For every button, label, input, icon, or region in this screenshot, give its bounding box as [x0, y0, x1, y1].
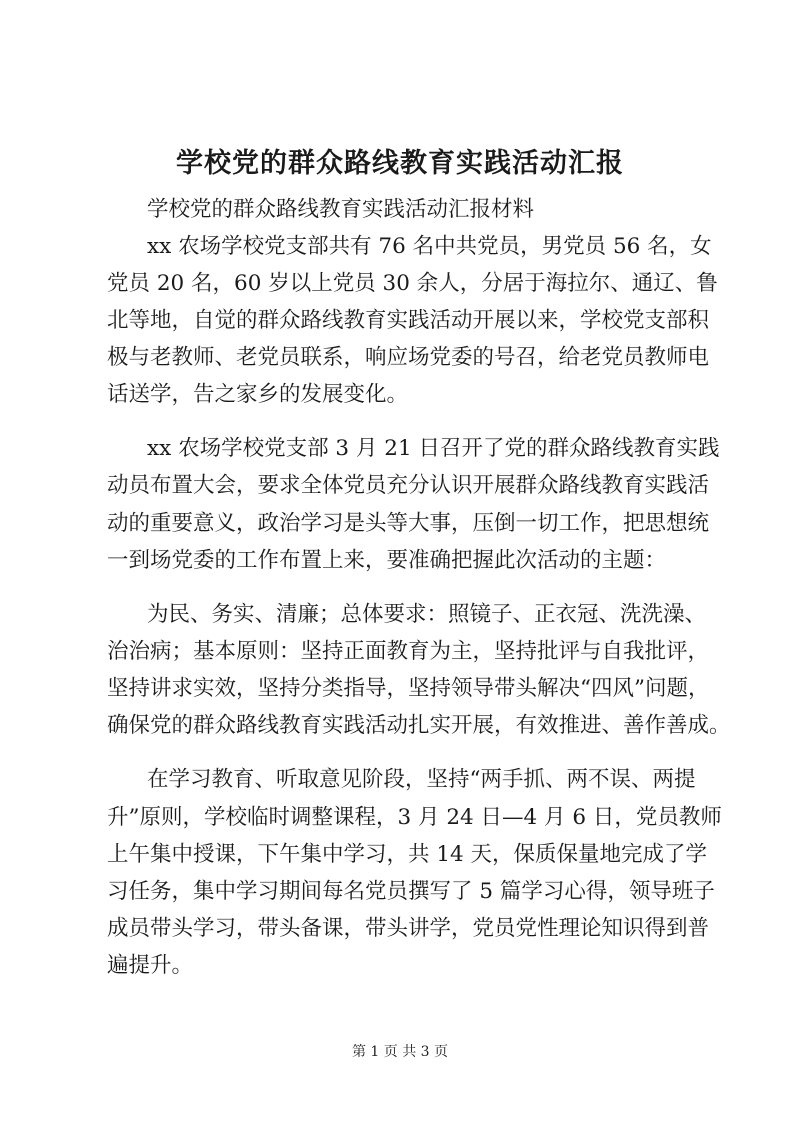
- paragraph-line: 党员 20 名，60 岁以上党员 30 余人，分居于海拉尔、通辽、鲁: [107, 271, 718, 296]
- paragraph-line: 确保党的群众路线教育实践活动扎实开展，有效推进、善作善成。: [107, 713, 731, 738]
- paragraph-line: 为民、务实、清廉；总体要求：照镜子、正衣冠、洗洗澡、: [147, 602, 707, 627]
- paragraph-line: 升”原则，学校临时调整课程，3 月 24 日—4 月 6 日，党员教师: [107, 805, 722, 830]
- page-number-footer: 第 1 页 共 3 页: [351, 1044, 449, 1060]
- paragraph-line: 动员布置大会，要求全体党员充分认识开展群众路线教育实践活: [107, 473, 710, 498]
- paragraph-line: 北等地，自觉的群众路线教育实践活动开展以来，学校党支部积: [107, 308, 710, 333]
- paragraph-line: 遍提升。: [107, 953, 194, 978]
- paragraph-line: 坚持讲求实效，坚持分类指导，坚持领导带头解决“四风”问题，: [107, 676, 710, 701]
- paragraph-line: 习任务，集中学习期间每名党员撰写了 5 篇学习心得，领导班子: [107, 879, 715, 904]
- subtitle-line: 学校党的群众路线教育实践活动汇报材料: [147, 197, 535, 222]
- paragraph-line: xx 农场学校党支部共有 76 名中共党员，男党员 56 名，女: [147, 234, 712, 259]
- paragraph-line: 一到场党委的工作布置上来，要准确把握此次活动的主题：: [107, 548, 667, 573]
- paragraph-line: 动的重要意义，政治学习是头等大事，压倒一切工作，把思想统: [107, 511, 710, 536]
- paragraph-line: 治治病；基本原则：坚持正面教育为主，坚持批评与自我批评，: [107, 639, 710, 664]
- paragraph-line: xx 农场学校党支部 3 月 21 日召开了党的群众路线教育实践: [147, 436, 720, 461]
- paragraph-line: 极与老教师、老党员联系，响应场党委的号召，给老党员教师电: [107, 345, 710, 370]
- paragraph-line: 话送学，告之家乡的发展变化。: [107, 382, 409, 407]
- paragraph-line: 在学习教育、听取意见阶段，坚持“两手抓、两不误、两提: [147, 767, 696, 792]
- document-title: 学校党的群众路线教育实践活动汇报: [176, 148, 624, 179]
- paragraph-line: 上午集中授课，下午集中学习，共 14 天，保质保量地完成了学: [107, 842, 708, 867]
- paragraph-line: 成员带头学习，带头备课，带头讲学，党员党性理论知识得到普: [107, 916, 710, 941]
